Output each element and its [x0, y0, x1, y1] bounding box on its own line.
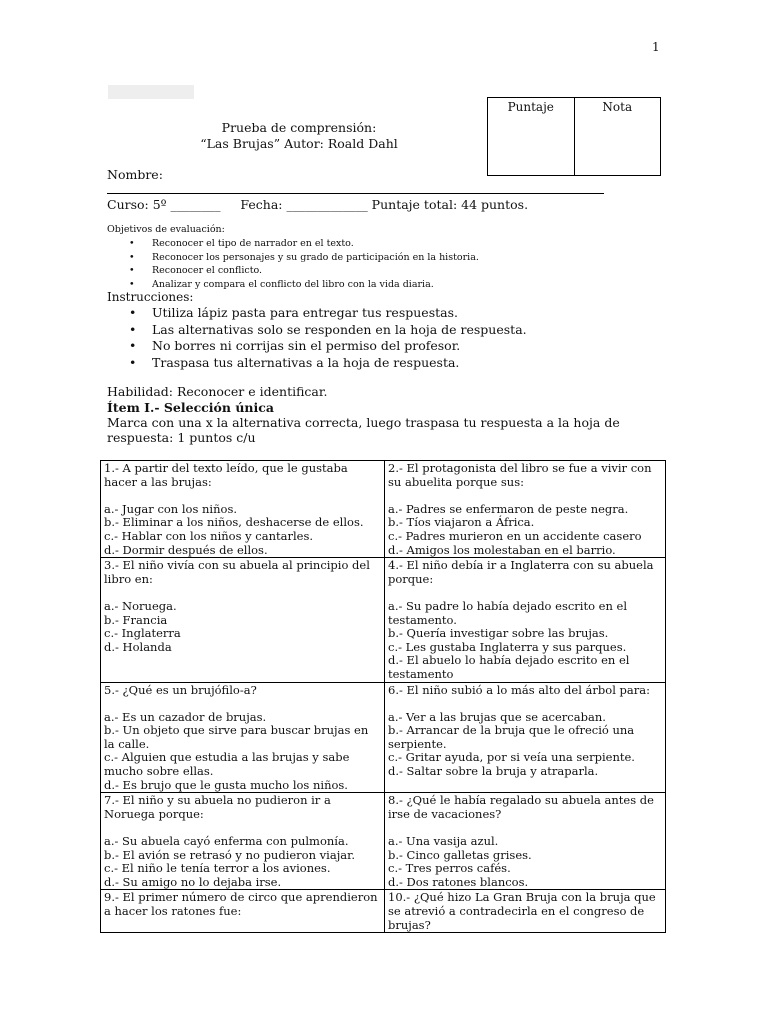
answer-option[interactable]: d.- Saltar sobre la bruja y atraparla.: [388, 764, 599, 779]
answer-option[interactable]: c.- Inglaterra: [104, 626, 181, 641]
answer-option[interactable]: a.- Su abuela cayó enferma con pulmonía.: [104, 834, 349, 849]
question-text: 7.- El niño y su abuela no pudieron ir a Noruega porque:: [104, 793, 331, 821]
question-text: 3.- El niño vivía con su abuela al principio del libro en:: [104, 558, 370, 586]
answer-option[interactable]: d.- Dos ratones blancos.: [388, 874, 529, 889]
answer-option[interactable]: b.- El avión se retrasó y no pudieron viajar.: [104, 847, 356, 862]
nombre-answer-line[interactable]: [107, 193, 604, 194]
answer-option[interactable]: a.- Una vasija azul.: [388, 834, 499, 849]
question-text: 8.- ¿Qué le había regalado su abuela antes de irse de vacaciones?: [388, 793, 654, 821]
objective-item: • Analizar y compara el conflicto del libro con la vida diaria.: [107, 278, 479, 292]
answer-option[interactable]: a.- Ver a las brujas que se acercaban.: [388, 709, 606, 724]
answer-option[interactable]: a.- Es un cazador de brujas.: [104, 709, 267, 724]
answer-option[interactable]: c.- Tres perros cafés.: [388, 861, 511, 876]
instruction-item: • Utiliza lápiz pasta para entregar tus respuestas.: [107, 305, 527, 322]
answer-option[interactable]: d.- Holanda: [104, 639, 172, 654]
answer-option[interactable]: c.- Padres murieron en un accidente casero: [388, 528, 642, 543]
question-cell: [101, 890, 385, 933]
curso-fecha-puntaje-row: Curso: 5º ________ Fecha: _____________ Puntaje total: 44 puntos.: [107, 197, 529, 212]
book-title-author: “Las Brujas” Autor: Roald Dahl: [200, 136, 398, 151]
table-row: [101, 558, 666, 682]
header-smudge: [108, 85, 194, 99]
question-text: 6.- El niño subió a lo más alto del árbol para:: [388, 682, 650, 697]
objective-item: • Reconocer el tipo de narrador en el texto.: [107, 237, 479, 251]
answer-option[interactable]: b.- Un objeto que sirve para buscar brujas en la calle.: [104, 723, 369, 751]
answer-option[interactable]: c.- Gritar ayuda, por si veía una serpiente.: [388, 750, 635, 765]
answer-option[interactable]: d.- El abuelo lo había dejado escrito en el testamento: [388, 653, 630, 681]
answer-option[interactable]: a.- Su padre lo había dejado escrito en el testamento.: [388, 598, 628, 627]
instruction-item: • No borres ni corrijas sin el permiso del profesor.: [107, 338, 527, 355]
objective-item: • Reconocer el conflicto.: [107, 264, 479, 278]
question-text: 9.- El primer número de circo que aprendieron a hacer los ratones fue:: [104, 890, 378, 918]
answer-option[interactable]: b.- Tíos viajaron a África.: [388, 515, 535, 530]
item-instruction: Marca con una x la alternativa correcta, luego traspasa tu respuesta a la hoja de respuesta: 1 puntos c/u: [107, 415, 620, 445]
answer-option[interactable]: d.- Es brujo que le gusta mucho los niños.: [104, 777, 348, 792]
question-text: 1.- A partir del texto leído, que le gustaba hacer a las brujas:: [104, 461, 348, 489]
question-cell: [385, 890, 666, 933]
puntaje-cell: Puntaje: [507, 100, 554, 114]
table-row: [101, 682, 666, 793]
table-row: [101, 461, 666, 558]
question-cell: [101, 682, 385, 793]
answer-option[interactable]: c.- Alguien que estudia a las brujas y sabe mucho sobre ellas.: [104, 750, 350, 779]
question-text: 5.- ¿Qué es un brujófilo-a?: [104, 682, 257, 697]
answer-option[interactable]: b.- Francia: [104, 612, 168, 627]
objective-item: • Reconocer los personajes y su grado de participación en la historia.: [107, 251, 479, 265]
instructions-list: [107, 305, 527, 371]
objectives-list: [107, 237, 479, 291]
answer-option[interactable]: d.- Su amigo no lo dejaba irse.: [104, 874, 282, 889]
answer-option[interactable]: b.- Quería investigar sobre las brujas.: [388, 626, 609, 641]
nombre-label: Nombre:: [107, 167, 163, 182]
question-cell: [385, 461, 666, 558]
answer-option[interactable]: d.- Amigos los molestaban en el barrio.: [388, 542, 616, 557]
answer-option[interactable]: b.- Arrancar de la bruja que le ofreció una serpiente.: [388, 723, 635, 751]
table-row: [101, 890, 666, 933]
habilidad-line: Habilidad: Reconocer e identificar.: [107, 384, 328, 399]
answer-option[interactable]: a.- Jugar con los niños.: [104, 501, 237, 516]
question-cell: [385, 682, 666, 793]
question-cell: [101, 461, 385, 558]
page-number: 1: [652, 40, 660, 54]
answer-option[interactable]: b.- Cinco galletas grises.: [388, 847, 532, 862]
question-text: 10.- ¿Qué hizo La Gran Bruja con la bruja que se atrevió a contradecirla en el congreso de brujas?: [388, 890, 656, 932]
table-row: [101, 793, 666, 890]
answer-option[interactable]: a.- Padres se enfermaron de peste negra.: [388, 501, 629, 516]
answer-option[interactable]: d.- Dormir después de ellos.: [104, 542, 268, 557]
question-cell: [101, 558, 385, 682]
answer-option[interactable]: c.- Hablar con los niños y cantarles.: [104, 528, 313, 543]
score-box: [487, 97, 661, 176]
instruction-item: • Las alternativas solo se responden en la hoja de respuesta.: [107, 322, 527, 339]
objectives-heading: Objetivos de evaluación:: [107, 224, 225, 235]
answer-option[interactable]: a.- Noruega.: [104, 598, 177, 613]
answer-option[interactable]: c.- El niño le tenía terror a los aviones.: [104, 861, 331, 876]
question-cell: [385, 558, 666, 682]
questions-table: [100, 460, 666, 933]
answer-option[interactable]: c.- Les gustaba Inglaterra y sus parques.: [388, 639, 627, 654]
instructions-heading: Instrucciones:: [107, 290, 194, 304]
instruction-item: • Traspasa tus alternativas a la hoja de respuesta.: [107, 355, 527, 372]
answer-option[interactable]: b.- Eliminar a los niños, deshacerse de ellos.: [104, 515, 364, 530]
item-title: Ítem I.- Selección única: [107, 400, 274, 415]
test-title: Prueba de comprensión:: [221, 120, 377, 135]
question-text: 4.- El niño debía ir a Inglaterra con su abuela porque:: [388, 558, 654, 586]
question-text: 2.- El protagonista del libro se fue a vivir con su abuelita porque sus:: [388, 461, 652, 489]
question-cell: [101, 793, 385, 890]
question-cell: [385, 793, 666, 890]
nota-cell: Nota: [574, 98, 661, 175]
